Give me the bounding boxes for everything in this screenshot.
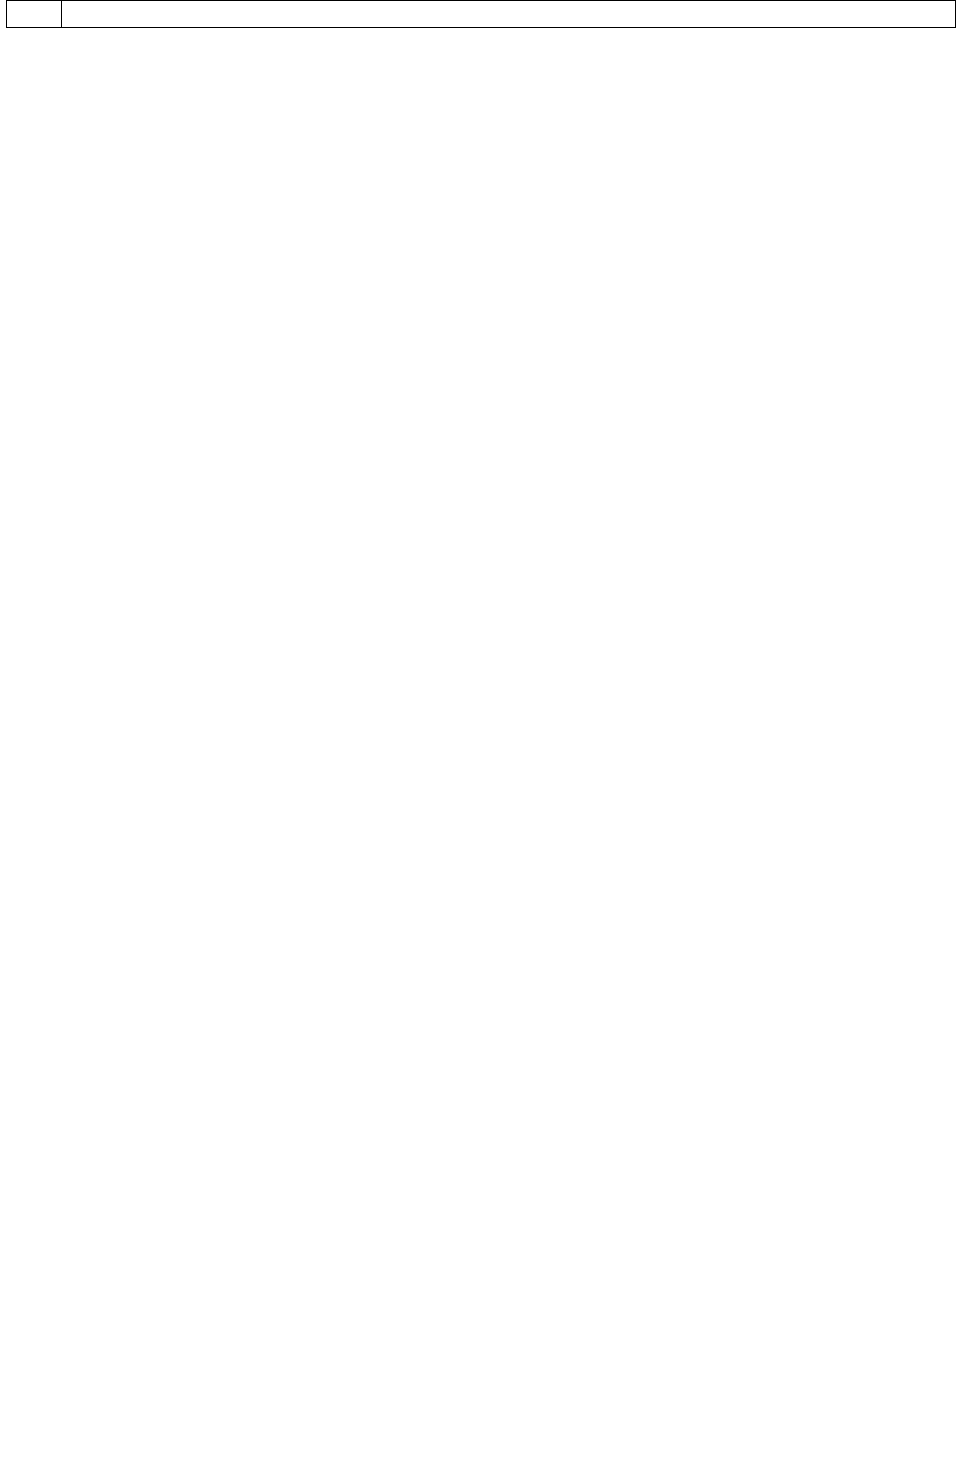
section-heading xyxy=(40,857,52,879)
row-number xyxy=(7,1,62,28)
materials-table xyxy=(6,0,956,28)
table-row xyxy=(7,1,956,28)
